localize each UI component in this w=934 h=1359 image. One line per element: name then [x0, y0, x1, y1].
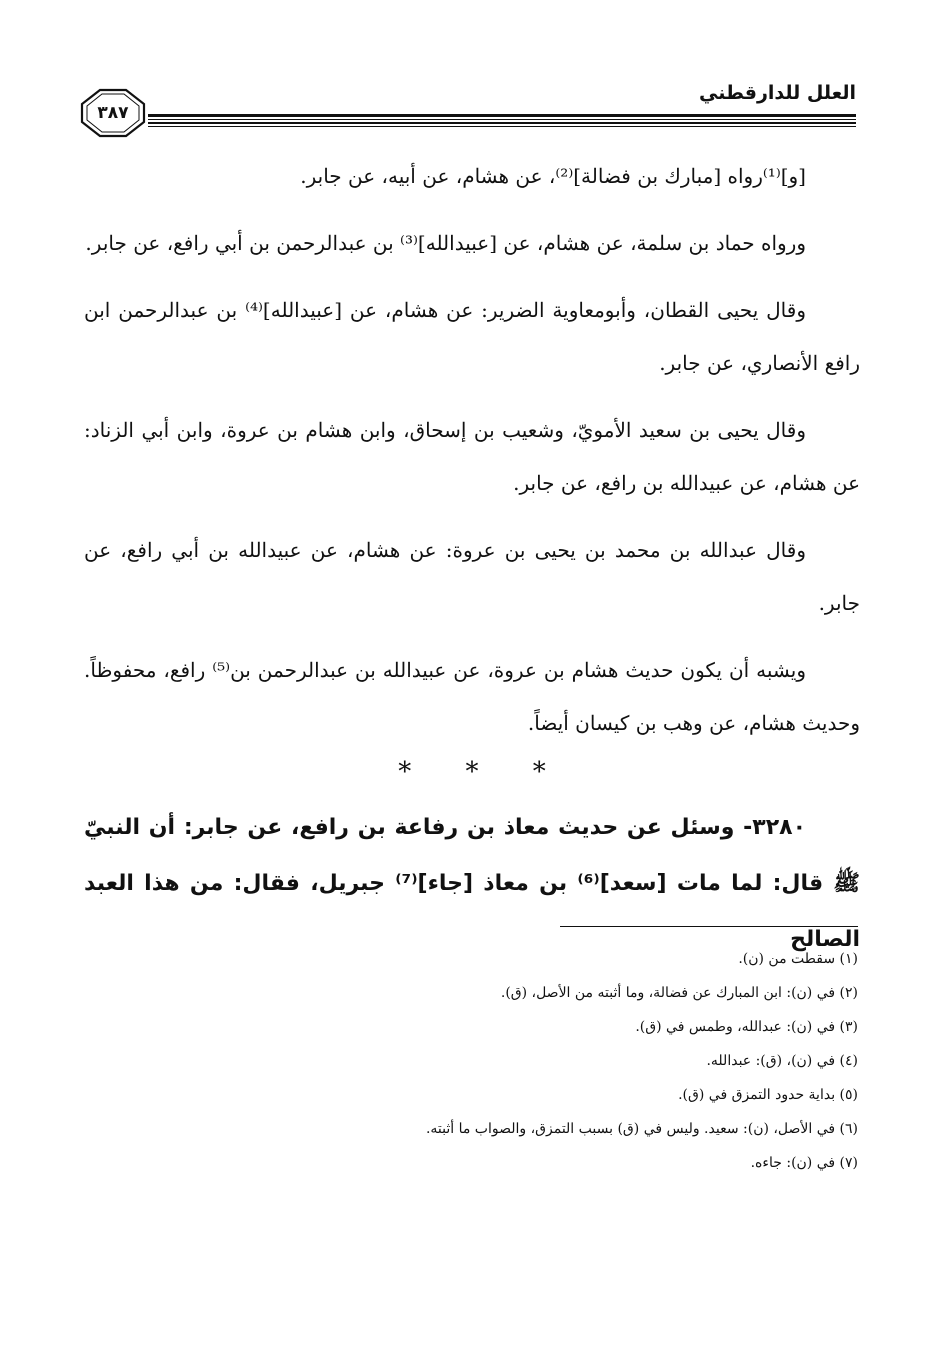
paragraph: وقال يحيى بن سعيد الأمويّ، وشعيب بن إسحاق، وابن هشام بن عروة، وابن أبي الزناد: عن هشام، عن عبيدالله بن رافع، عن جابر.	[84, 418, 860, 495]
paragraph: وقال عبدالله بن محمد بن يحيى بن عروة: عن هشام، عن عبيدالله بن أبي رافع، عن جابر.	[84, 538, 860, 615]
page-number-badge	[80, 88, 146, 138]
paragraph: وقال يحيى القطان، وأبومعاوية الضرير: عن هشام، عن [عبيدالله]⁽⁴⁾ بن عبدالرحمن ابن رافع الأنصاري، عن جابر.	[84, 298, 860, 375]
header-rule	[148, 119, 856, 120]
page-number: ٣٨٧	[97, 103, 129, 123]
footnote: (٧) في (ن): جاءه.	[750, 1155, 858, 1171]
header-rule	[148, 114, 856, 117]
footnote: (٦) في الأصل، (ن): سعيد. وليس في (ق) بسبب التمزق، والصواب ما أثبته.	[425, 1121, 858, 1137]
hadith-entry: ٣٢٨٠- وسئل عن حديث معاذ بن رفاعة بن رافع، عن جابر: أن النبيّ ﷺ قال: لما مات [سعد]⁽⁶⁾ بن معاذ [جاء]⁽⁷⁾ جبريل، فقال: من هذا العبد الصالح	[84, 815, 860, 952]
section-separator: * * *	[398, 757, 546, 787]
footnote: (٢) في (ن): ابن المبارك عن فضالة، وما أثبته من الأصل، (ق).	[500, 985, 858, 1001]
footnote: (٤) في (ن)، (ق): عبدالله.	[706, 1053, 858, 1069]
header-rule	[148, 122, 856, 124]
footnote: (٣) في (ن): عبدالله، وطمس في (ق).	[635, 1019, 858, 1035]
footnote-rule	[560, 926, 858, 927]
footnote: (٥) بداية حدود التمزق في (ق).	[678, 1087, 858, 1103]
running-header-title: العلل للدارقطني	[699, 82, 856, 104]
paragraph: ويشبه أن يكون حديث هشام بن عروة، عن عبيدالله بن عبدالرحمن بن⁽⁵⁾ رافع، محفوظاً. وحديث هشام، عن وهب بن كيسان أيضاً.	[84, 658, 860, 735]
body-text	[84, 150, 860, 968]
header-rule	[148, 126, 856, 127]
paragraph: ورواه حماد بن سلمة، عن هشام، عن [عبيدالله]⁽³⁾ بن عبدالرحمن بن أبي رافع، عن جابر.	[85, 231, 806, 255]
paragraph: [و]⁽¹⁾رواه [مبارك بن فضالة]⁽²⁾، عن هشام، عن أبيه، عن جابر.	[300, 164, 806, 188]
footnote: (١) سقطت من (ن).	[738, 951, 858, 967]
footnotes	[84, 942, 858, 1180]
